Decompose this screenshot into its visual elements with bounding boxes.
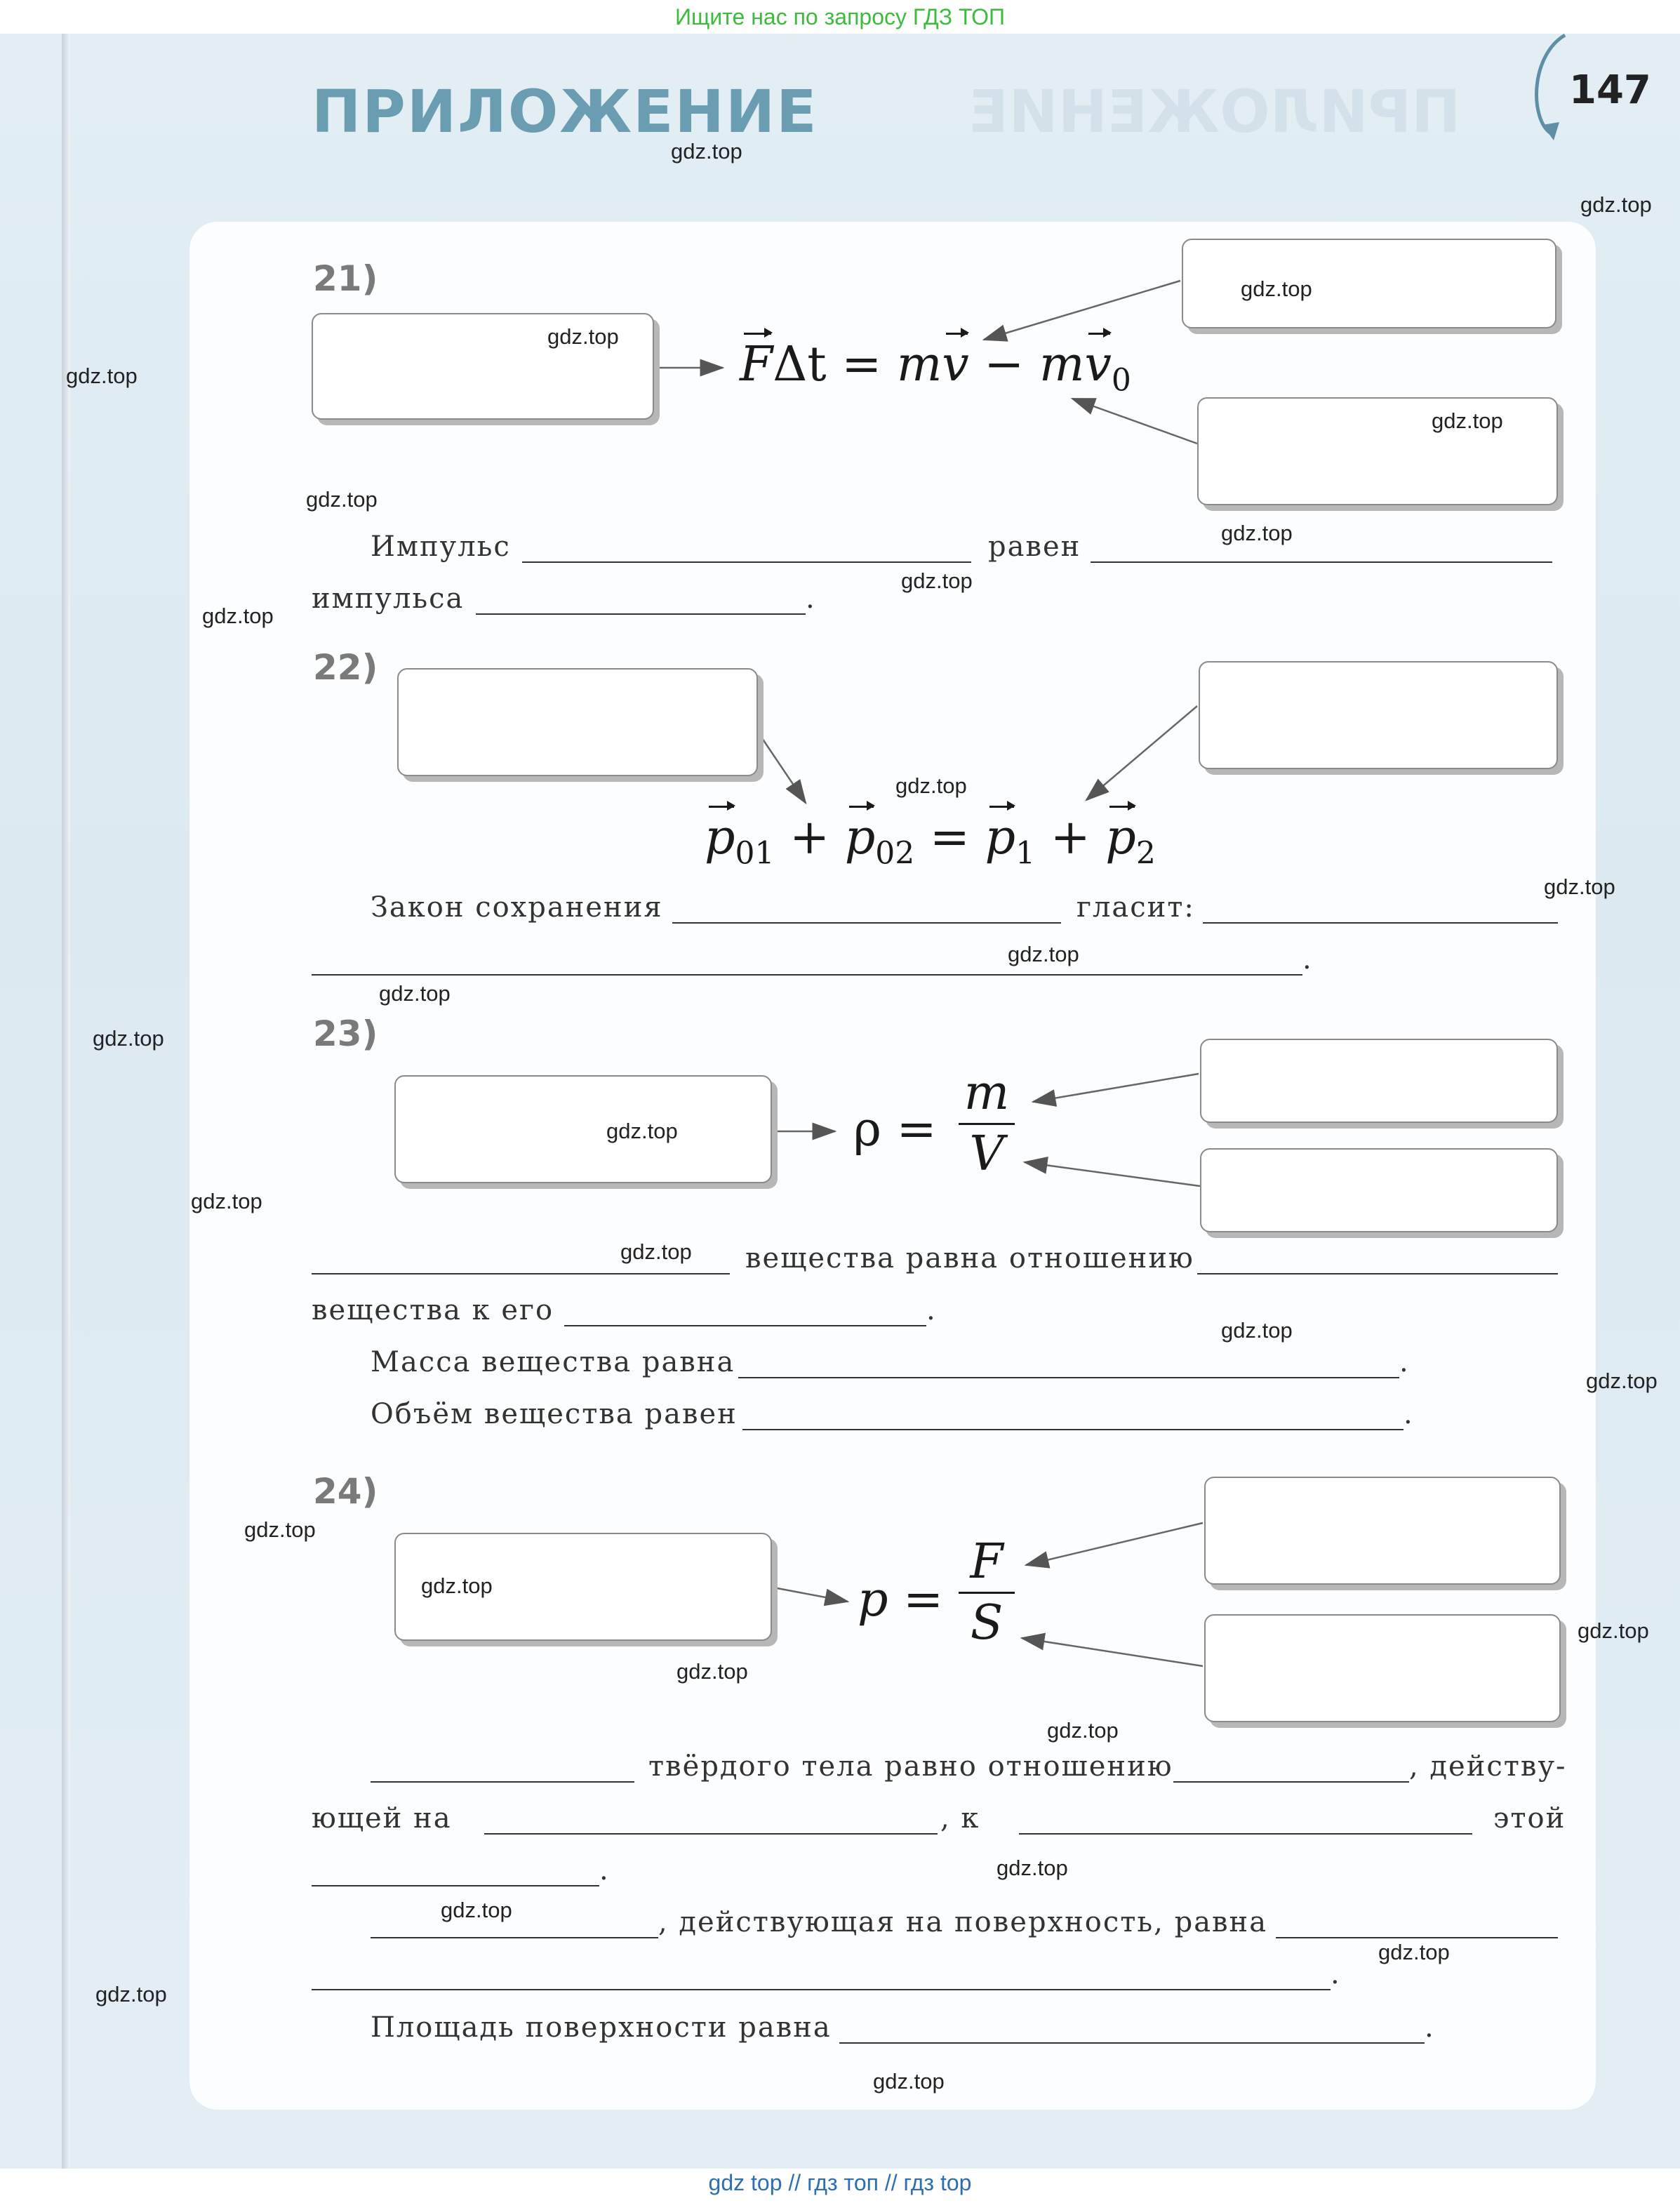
watermark: gdz.top: [93, 1026, 164, 1051]
q21-text-equals: равен: [988, 531, 1081, 563]
watermark: gdz.top: [547, 324, 619, 349]
formula-pressure-fraction: F S: [959, 1534, 1015, 1653]
watermark: gdz.top: [671, 139, 742, 164]
watermark: gdz.top: [901, 568, 973, 593]
formula-momentum-conservation: $p_{01} + p_{02} = p_1 + p_2$: [705, 810, 1156, 872]
watermark: gdz.top: [95, 1982, 167, 2006]
watermark: gdz.top: [306, 487, 378, 512]
end-dot: .: [1331, 1958, 1341, 1990]
end-dot: .: [1404, 1398, 1414, 1430]
answer-box-21-bottom-right[interactable]: [1197, 397, 1558, 505]
fill-line[interactable]: [672, 922, 1061, 924]
fill-line[interactable]: [1019, 1833, 1472, 1835]
watermark: gdz.top: [244, 1517, 316, 1542]
watermark: gdz.top: [1432, 408, 1503, 433]
end-dot: .: [926, 1294, 937, 1326]
watermark: gdz.top: [620, 1239, 692, 1264]
answer-box-22-left[interactable]: [397, 668, 758, 776]
end-dot: .: [599, 1854, 610, 1886]
q22-text-law: Закон сохранения: [371, 891, 663, 924]
watermark: gdz.top: [996, 1856, 1068, 1880]
fill-line[interactable]: [1173, 1781, 1409, 1783]
q21-text-momentum: Импульс: [371, 531, 511, 563]
fill-line[interactable]: [484, 1833, 938, 1835]
watermark: gdz.top: [202, 604, 274, 628]
watermark: gdz.top: [1047, 1718, 1119, 1743]
fill-line[interactable]: [312, 1885, 599, 1886]
watermark: gdz.top: [421, 1573, 493, 1598]
q24-text-4: Площадь поверхности равна: [371, 2011, 832, 2044]
fill-line[interactable]: [839, 2042, 1425, 2044]
watermark: gdz.top: [873, 2069, 945, 2094]
watermark: gdz.top: [1221, 1318, 1293, 1343]
answer-box-23-bottom-right[interactable]: [1200, 1148, 1558, 1232]
watermark: gdz.top: [1378, 1940, 1450, 1964]
end-dot: .: [1399, 1346, 1410, 1378]
formula-density-left: ρ =: [853, 1102, 937, 1157]
top-banner[interactable]: Ищите нас по запросу ГДЗ ТОП: [675, 4, 1005, 29]
page-title: ПРИЛОЖЕНИЕ: [312, 77, 818, 146]
end-dot: .: [1302, 943, 1313, 976]
fill-line[interactable]: [312, 974, 1302, 976]
page-number: 147: [1569, 67, 1651, 113]
footer-links[interactable]: gdz top // гдз топ // гдз top: [0, 2169, 1680, 2203]
watermark: gdz.top: [606, 1119, 678, 1143]
fill-line[interactable]: [1203, 922, 1558, 924]
q24-text-1: твёрдого тела равно отношению: [648, 1750, 1173, 1783]
q23-text-1: вещества равна отношению: [745, 1242, 1194, 1274]
answer-box-23-left[interactable]: [394, 1075, 772, 1183]
q24-text-2a: ющей на: [312, 1802, 452, 1835]
watermark: gdz.top: [379, 981, 451, 1006]
watermark: gdz.top: [895, 773, 967, 798]
end-dot: .: [806, 583, 816, 615]
watermark: gdz.top: [1241, 277, 1312, 301]
fill-line[interactable]: [564, 1325, 926, 1326]
watermark: gdz.top: [1008, 942, 1079, 966]
q23-text-2: вещества к его: [312, 1294, 554, 1326]
answer-box-22-right[interactable]: [1199, 661, 1558, 769]
question-number-24: 24): [313, 1471, 378, 1512]
fill-line[interactable]: [742, 1429, 1404, 1430]
fill-line[interactable]: [312, 1989, 1331, 1990]
q22-text-states: гласит:: [1076, 891, 1195, 924]
question-number-21: 21): [313, 258, 378, 299]
q24-text-1b: , действу-: [1409, 1750, 1567, 1783]
fill-line[interactable]: [1197, 1273, 1558, 1274]
fill-line[interactable]: [522, 561, 971, 563]
watermark: gdz.top: [1221, 521, 1293, 545]
watermark: gdz.top: [66, 364, 138, 388]
formula-density-fraction: m V: [959, 1065, 1015, 1185]
end-dot: .: [1425, 2011, 1435, 2044]
question-number-23: 23): [313, 1013, 378, 1054]
fill-line[interactable]: [1091, 561, 1552, 563]
q24-text-3: , действующая на поверхность, равна: [658, 1906, 1268, 1938]
q23-text-mass: Масса вещества равна: [371, 1346, 735, 1378]
watermark: gdz.top: [1580, 192, 1652, 217]
q23-text-volume: Объём вещества равен: [371, 1398, 738, 1430]
q21-text-momentum-gen: импульса: [312, 583, 465, 615]
answer-box-24-top-right[interactable]: [1204, 1477, 1561, 1585]
watermark: gdz.top: [1544, 874, 1615, 899]
fill-line[interactable]: [312, 1273, 730, 1274]
q24-text-2b: , к: [940, 1802, 980, 1835]
formula-impulse-of-force: FΔt = mv − $mv_0$: [740, 337, 1131, 399]
watermark: gdz.top: [441, 1898, 512, 1922]
answer-box-23-top-right[interactable]: [1200, 1039, 1558, 1123]
answer-box-21-top-right[interactable]: [1182, 239, 1556, 328]
fill-line[interactable]: [1276, 1937, 1558, 1938]
fill-line[interactable]: [371, 1937, 658, 1938]
watermark: gdz.top: [676, 1659, 748, 1684]
fill-line[interactable]: [476, 613, 806, 615]
watermark: gdz.top: [1586, 1369, 1658, 1393]
show-through-title: ПРИЛОЖЕНИЕ: [968, 77, 1461, 146]
watermark: gdz.top: [191, 1189, 262, 1213]
question-number-22: 22): [313, 647, 378, 688]
fill-line[interactable]: [371, 1781, 634, 1783]
formula-pressure-left: p =: [858, 1572, 944, 1628]
fill-line[interactable]: [738, 1377, 1399, 1378]
q24-text-2c: этой: [1493, 1802, 1566, 1835]
watermark: gdz.top: [1578, 1618, 1649, 1643]
answer-box-24-bottom-right[interactable]: [1204, 1614, 1561, 1722]
